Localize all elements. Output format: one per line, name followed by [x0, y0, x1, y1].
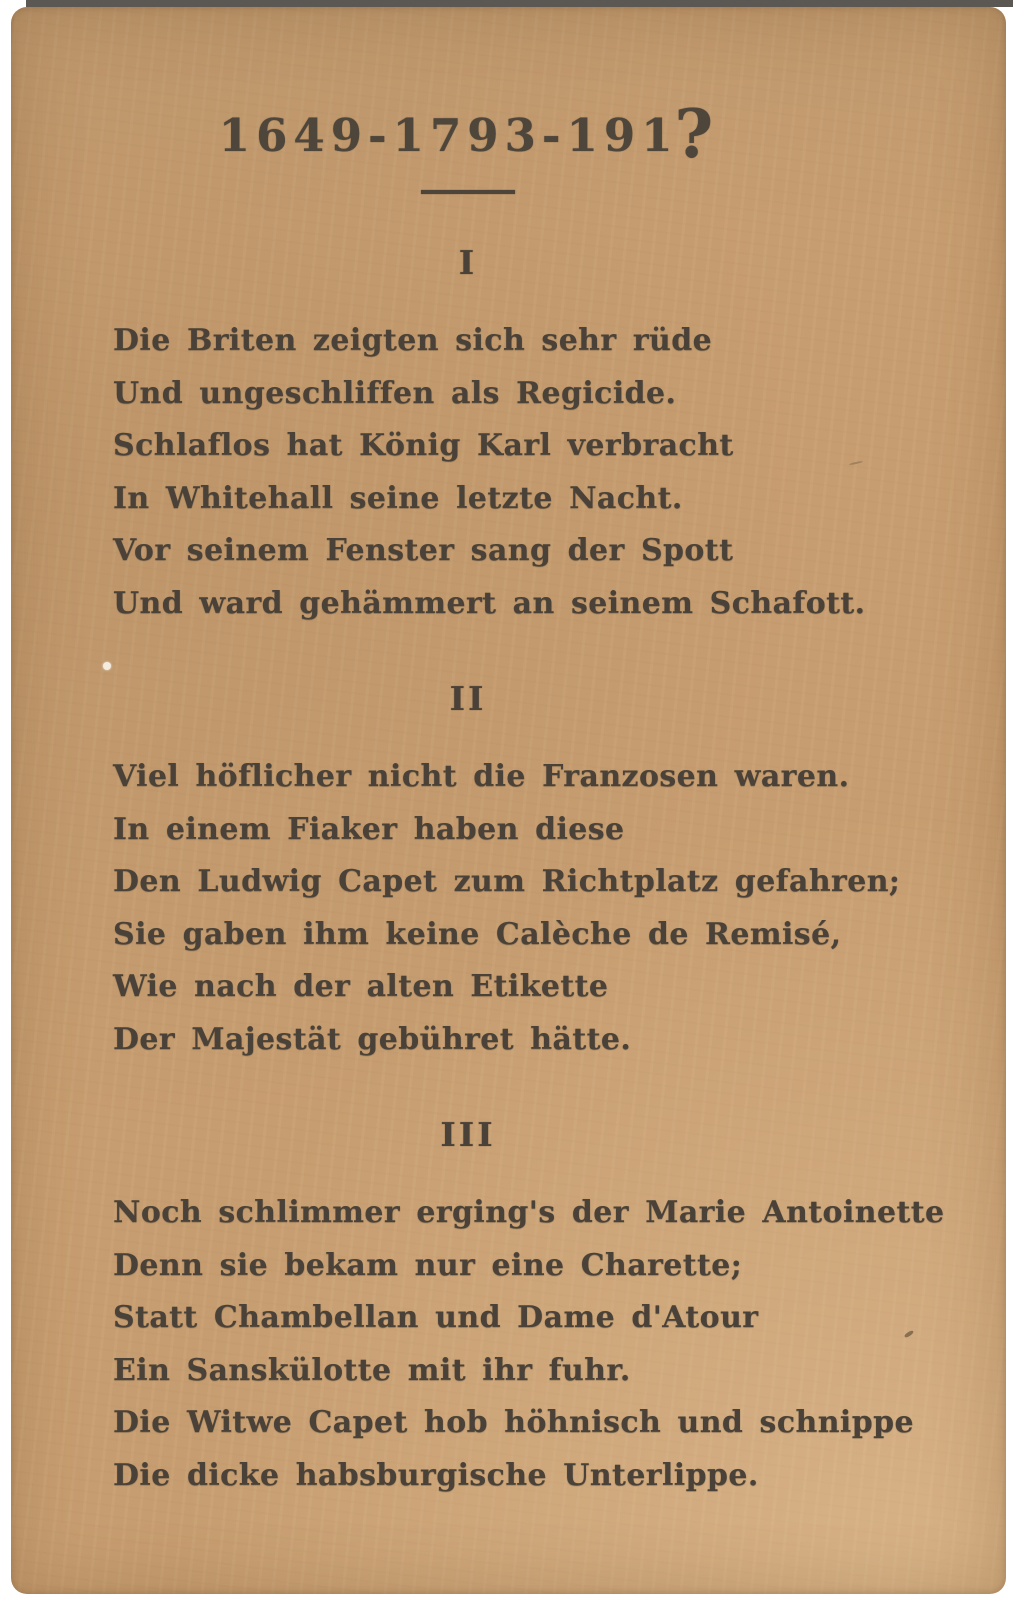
poem-line: Schlaflos hat König Karl verbracht	[113, 428, 734, 463]
poem-line: Der Majestät gebühret hätte.	[113, 1021, 632, 1057]
stanza-2	[113, 679, 901, 1066]
paper-speck	[904, 1329, 914, 1338]
paper-speck	[849, 461, 863, 466]
poem-line: Ein Sanskülotte mit ihr fuhr.	[113, 1352, 631, 1388]
poem-line: Wie nach der alten Etikette	[113, 969, 609, 1004]
stanza-3	[113, 1115, 945, 1502]
postcard	[11, 7, 1006, 1594]
poem-line: Die Briten zeigten sich sehr rüde	[113, 323, 713, 358]
stanza-numeral: III	[440, 1115, 496, 1154]
poem-line: Und ungeschliffen als Regicide.	[113, 375, 677, 411]
poem-line: Den Ludwig Capet zum Richtplatz gefahren;	[113, 864, 901, 899]
title-years: 1649-1793-191	[218, 109, 679, 162]
poem-line: In Whitehall seine letzte Nacht.	[113, 480, 683, 516]
poem-line: Und ward gehämmert an seinem Schafott.	[113, 585, 866, 621]
title-divider	[421, 190, 515, 194]
poem-line: In einem Fiaker haben diese	[113, 811, 625, 847]
stanza-numeral: II	[449, 679, 487, 718]
poem-line: Die Witwe Capet hob höhnisch und schnippe	[113, 1405, 914, 1440]
paper-speck	[103, 662, 111, 670]
scanner-edge-strip	[26, 0, 1013, 7]
poem-line: Denn sie bekam nur eine Charette;	[113, 1247, 743, 1283]
poem-line: Vor seinem Fenster sang der Spott	[113, 533, 734, 568]
poem-content	[113, 7, 945, 1502]
poem-title: 1649-1793-191?	[218, 95, 714, 173]
stanza-1	[113, 243, 866, 630]
poem-line: Noch schlimmer erging's der Marie Antoinette	[113, 1195, 945, 1230]
poem-line: Statt Chambellan und Dame d'Atour	[113, 1300, 759, 1335]
stanza-numeral: I	[458, 243, 478, 282]
poem-line: Viel höflicher nicht die Franzosen waren.	[113, 759, 850, 794]
poem-line: Die dicke habsburgische Unterlippe.	[113, 1457, 759, 1493]
poem-line: Sie gaben ihm keine Calèche de Remisé,	[113, 916, 842, 952]
